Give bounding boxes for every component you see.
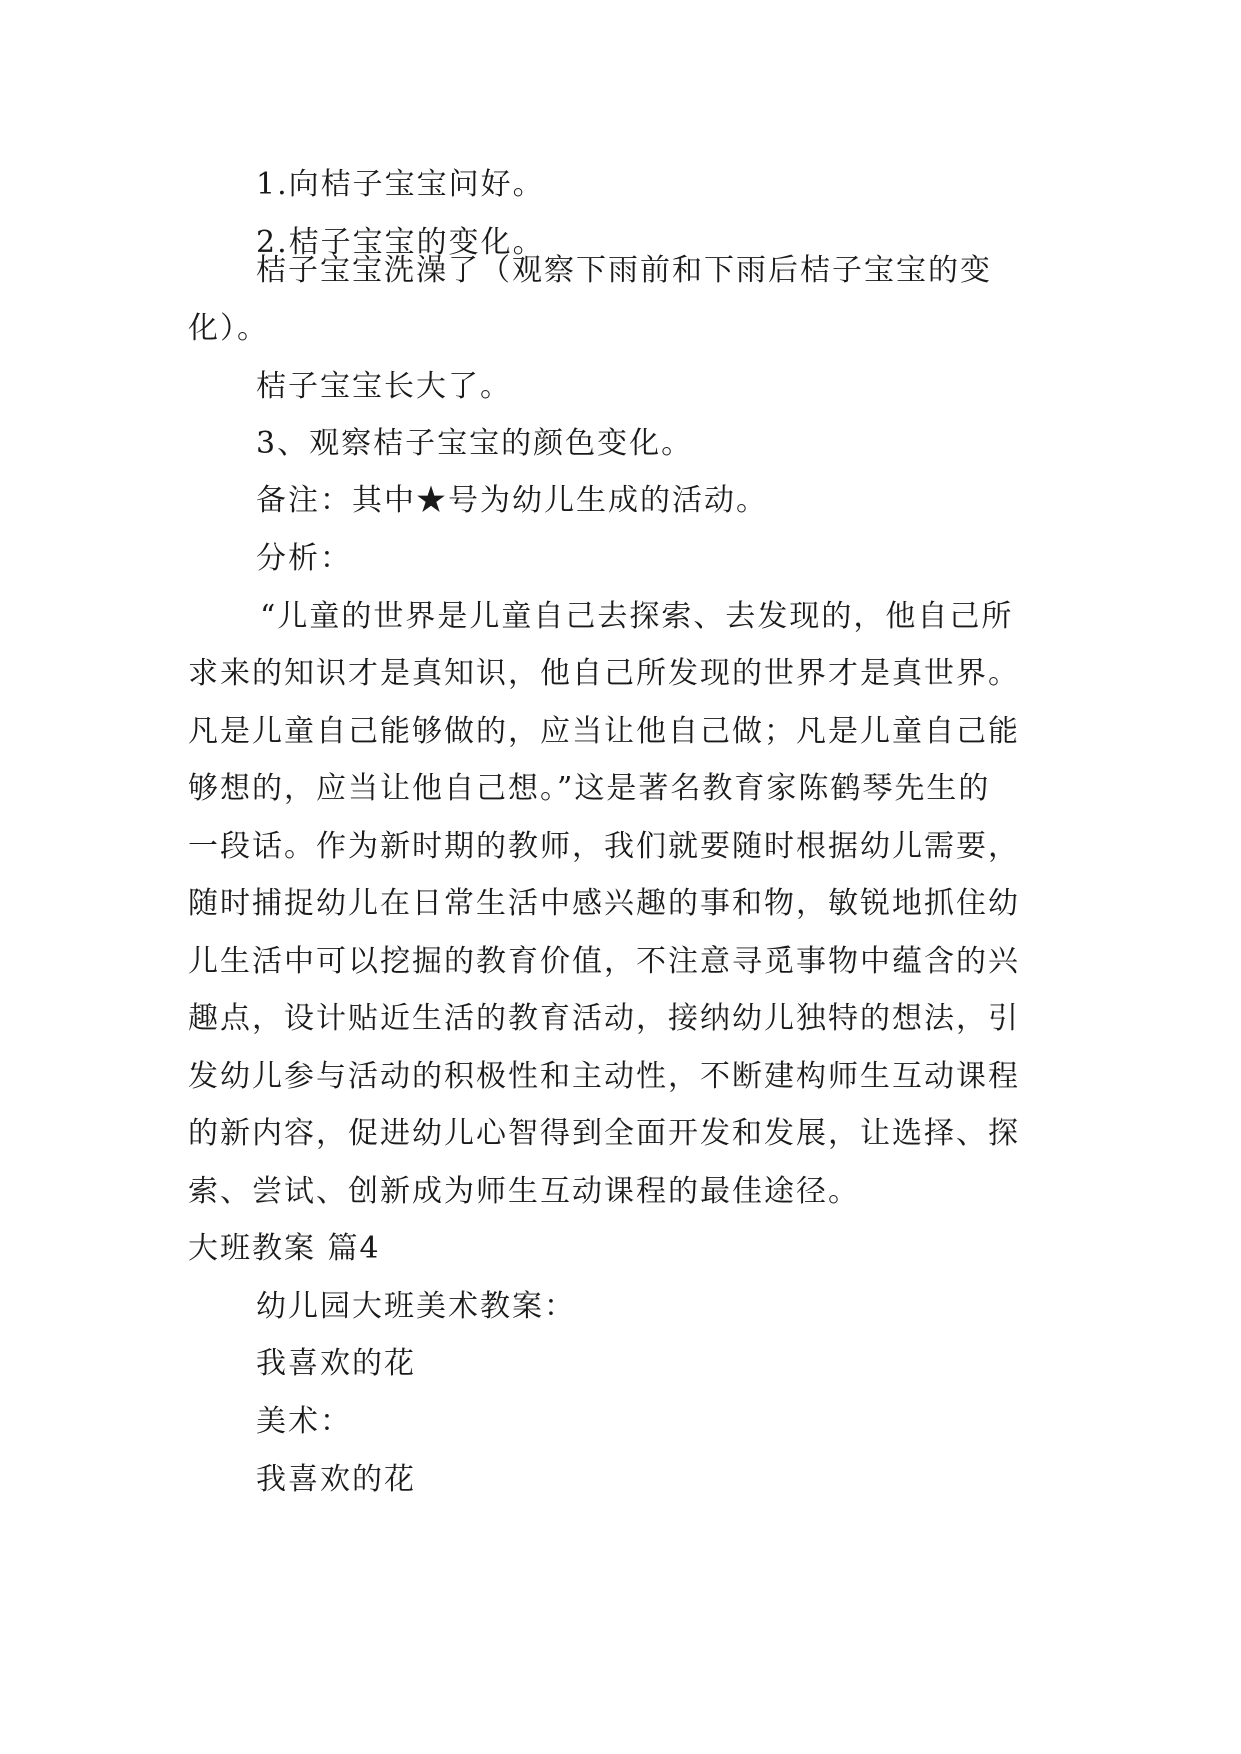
paragraph-line: 的新内容，促进幼儿心智得到全面开发和发展，让选择、探 <box>188 1116 1020 1151</box>
list-item-color-change: 3、观察桔子宝宝的颜色变化。 <box>256 426 694 461</box>
lesson-name: 我喜欢的花 <box>256 1346 416 1381</box>
paragraph-line: 随时捕捉幼儿在日常生活中感兴趣的事和物，敏锐地抓住幼 <box>188 886 1020 921</box>
lesson-name: 我喜欢的花 <box>256 1462 416 1497</box>
paragraph-line: 化）。 <box>188 311 269 346</box>
paragraph-line: 趣点，设计贴近生活的教育活动，接纳幼儿独特的想法，引 <box>188 1001 1020 1036</box>
paragraph-line: 桔子宝宝洗澡了（观察下雨前和下雨后桔子宝宝的变 <box>256 253 992 288</box>
paragraph-line: 索、尝试、创新成为师生互动课程的最佳途径。 <box>188 1174 860 1209</box>
section-heading: 大班教案 篇4 <box>188 1231 381 1266</box>
subject-label: 美术： <box>256 1404 352 1439</box>
list-item-greet-oranges: 1.向桔子宝宝问好。 <box>256 167 545 202</box>
lesson-plan-title: 幼儿园大班美术教案： <box>256 1289 576 1324</box>
analysis-label: 分析： <box>256 541 352 576</box>
list-item-orange-changes: 2.桔子宝宝的变化。 <box>256 225 545 260</box>
paragraph-line: 一段话。作为新时期的教师，我们就要随时根据幼儿需要， <box>188 829 1020 864</box>
paragraph-line: 儿生活中可以挖掘的教育价值，不注意寻觅事物中蕴含的兴 <box>188 944 1020 979</box>
note-line: 备注：其中★号为幼儿生成的活动。 <box>256 483 768 518</box>
paragraph-line: “儿童的世界是儿童自己去探索、去发现的，他自己所 <box>260 599 1014 634</box>
paragraph-line: 凡是儿童自己能够做的，应当让他自己做；凡是儿童自己能 <box>188 714 1020 749</box>
paragraph-line: 桔子宝宝长大了。 <box>256 369 512 404</box>
paragraph-line: 发幼儿参与活动的积极性和主动性，不断建构师生互动课程 <box>188 1059 1020 1094</box>
paragraph-line: 求来的知识才是真知识，他自己所发现的世界才是真世界。 <box>188 656 1020 691</box>
paragraph-line: 够想的，应当让他自己想。”这是著名教育家陈鹤琴先生的 <box>188 771 991 806</box>
